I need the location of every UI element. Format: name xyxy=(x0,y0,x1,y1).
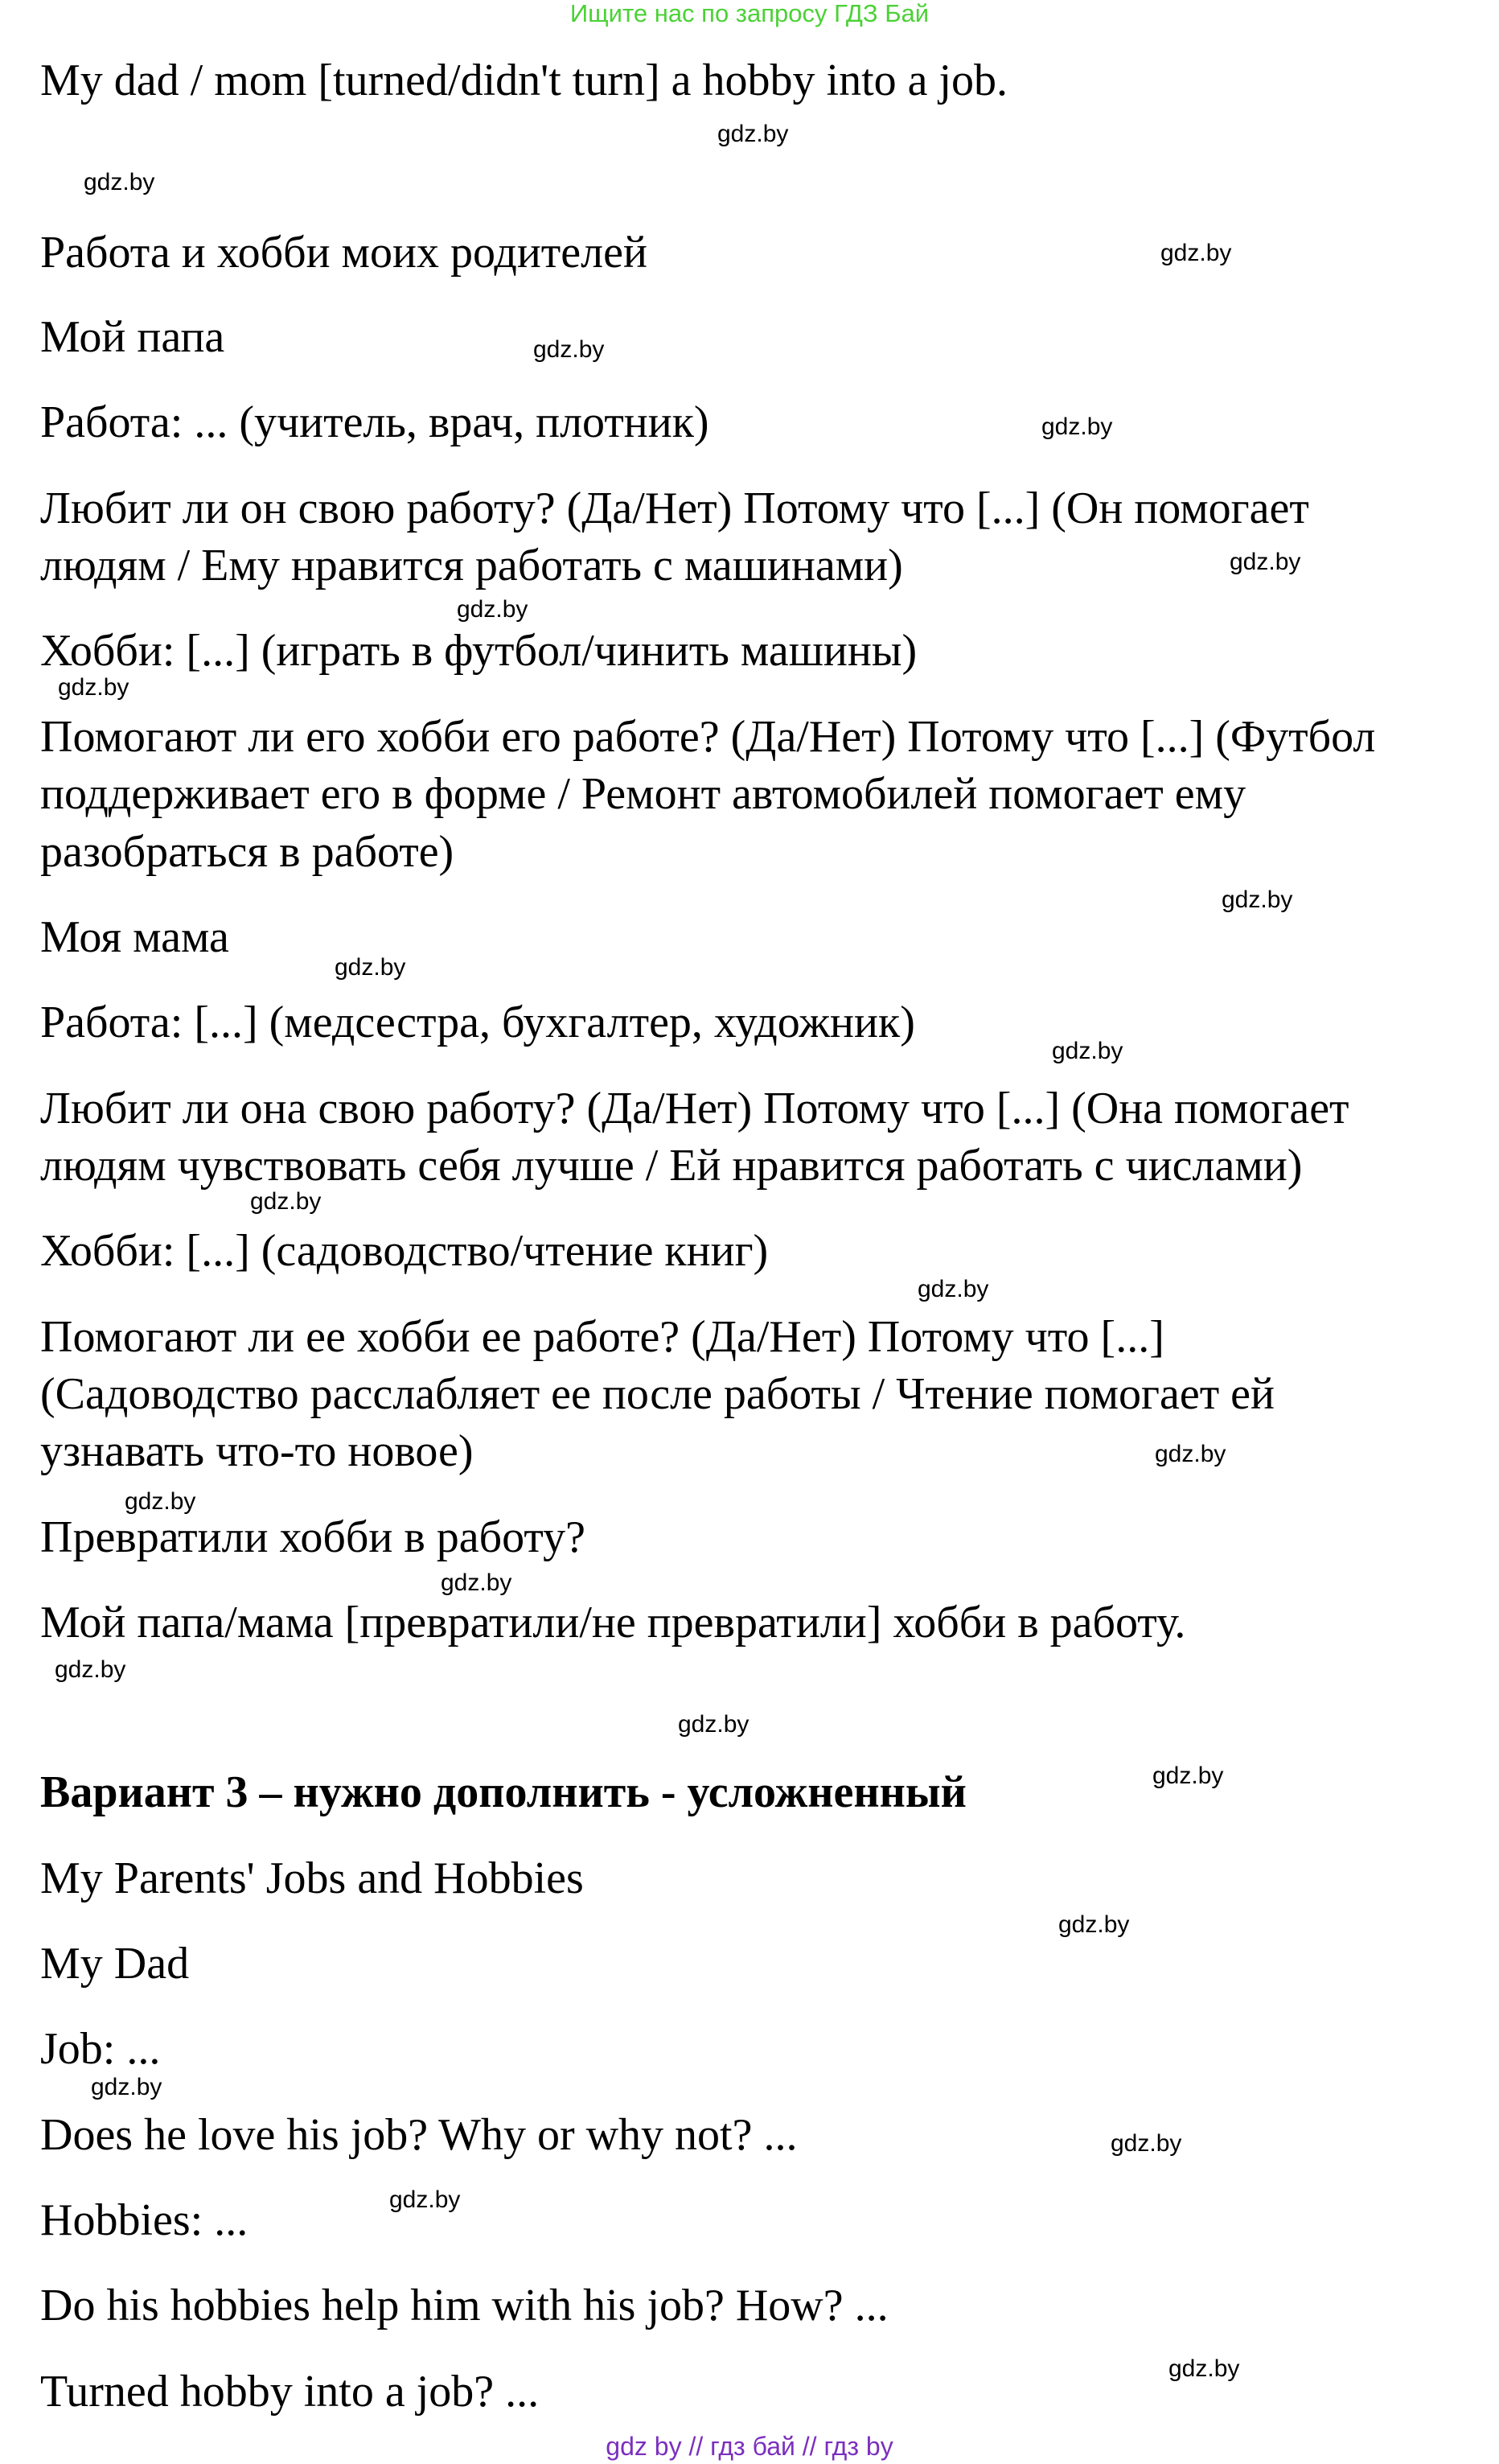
text-line: Любит ли она свою работу? (Да/Нет) Потому что [...] (Она помогает xyxy=(40,1084,1349,1133)
text-line: (Садоводство расслабляет ее после работы / Чтение помогает ей xyxy=(40,1369,1275,1419)
text-line: My dad / mom [turned/didn't turn] a hobby into a job. xyxy=(40,56,1008,105)
text-line: Работа: ... (учитель, врач, плотник) xyxy=(40,397,709,447)
watermark: gdz.by xyxy=(1058,1911,1130,1938)
text-line: Hobbies: ... xyxy=(40,2195,248,2245)
section-heading: My Parents' Jobs and Hobbies xyxy=(40,1853,584,1903)
watermark: gdz.by xyxy=(1152,1763,1224,1789)
search-hint-banner[interactable]: Ищите нас по запросу ГДЗ Бай xyxy=(569,0,930,27)
text-line: Does he love his job? Why or why not? ... xyxy=(40,2110,798,2160)
text-line: людям / Ему нравится работать с машинами) xyxy=(40,541,903,590)
watermark: gdz.by xyxy=(91,2074,162,2100)
watermark: gdz.by xyxy=(58,674,129,701)
text-line: разобраться в работе) xyxy=(40,827,454,877)
text-line: Мой папа/мама [превратили/не превратили] хобби в работу. xyxy=(40,1598,1186,1647)
text-line: Мой папа xyxy=(40,312,225,362)
watermark: gdz.by xyxy=(125,1488,196,1515)
watermark: gdz.by xyxy=(1168,2355,1240,2382)
watermark: gdz.by xyxy=(918,1276,989,1302)
watermark: gdz.by xyxy=(457,596,528,623)
text-line: людям чувствовать себя лучше / Ей нравится работать с числами) xyxy=(40,1141,1303,1191)
text-line: Превратили хобби в работу? xyxy=(40,1512,585,1562)
text-line: узнавать что-то новое) xyxy=(40,1426,474,1476)
watermark: gdz.by xyxy=(250,1188,322,1215)
text-line: Помогают ли его хобби его работе? (Да/Нет) Потому что [...] (Футбол xyxy=(40,712,1376,762)
text-line: поддерживает его в форме / Ремонт автомобилей помогает ему xyxy=(40,769,1246,819)
footer-links[interactable]: gdz by // гдз бай // гдз by xyxy=(606,2432,893,2461)
text-line: Do his hobbies help him with his job? How? ... xyxy=(40,2281,889,2330)
text-line: Помогают ли ее хобби ее работе? (Да/Нет) Потому что [...] xyxy=(40,1312,1164,1362)
watermark: gdz.by xyxy=(55,1656,126,1683)
section-heading: Работа и хобби моих родителей xyxy=(40,228,647,278)
text-line: Job: ... xyxy=(40,2024,161,2074)
text-line: Хобби: [...] (садоводство/чтение книг) xyxy=(40,1226,769,1276)
watermark: gdz.by xyxy=(1222,886,1293,913)
watermark: gdz.by xyxy=(1230,549,1301,575)
watermark: gdz.by xyxy=(1111,2130,1182,2157)
watermark: gdz.by xyxy=(389,2186,461,2213)
text-line: Любит ли он свою работу? (Да/Нет) Потому что [...] (Он помогает xyxy=(40,483,1309,533)
text-line: Моя мама xyxy=(40,912,229,962)
text-line: Работа: [...] (медсестра, бухгалтер, художник) xyxy=(40,998,915,1047)
watermark: gdz.by xyxy=(717,121,789,147)
watermark: gdz.by xyxy=(533,336,605,363)
text-line: Turned hobby into a job? ... xyxy=(40,2367,540,2417)
watermark: gdz.by xyxy=(84,169,155,195)
watermark: gdz.by xyxy=(335,954,406,981)
watermark: gdz.by xyxy=(1052,1038,1123,1064)
watermark: gdz.by xyxy=(678,1711,750,1738)
text-line: My Dad xyxy=(40,1939,190,1989)
watermark: gdz.by xyxy=(1155,1441,1226,1467)
variant-heading: Вариант 3 – нужно дополнить - усложненный xyxy=(40,1767,967,1817)
watermark: gdz.by xyxy=(1160,240,1232,266)
watermark: gdz.by xyxy=(1041,413,1113,440)
watermark: gdz.by xyxy=(441,1569,512,1596)
text-line: Хобби: [...] (играть в футбол/чинить машины) xyxy=(40,626,918,676)
